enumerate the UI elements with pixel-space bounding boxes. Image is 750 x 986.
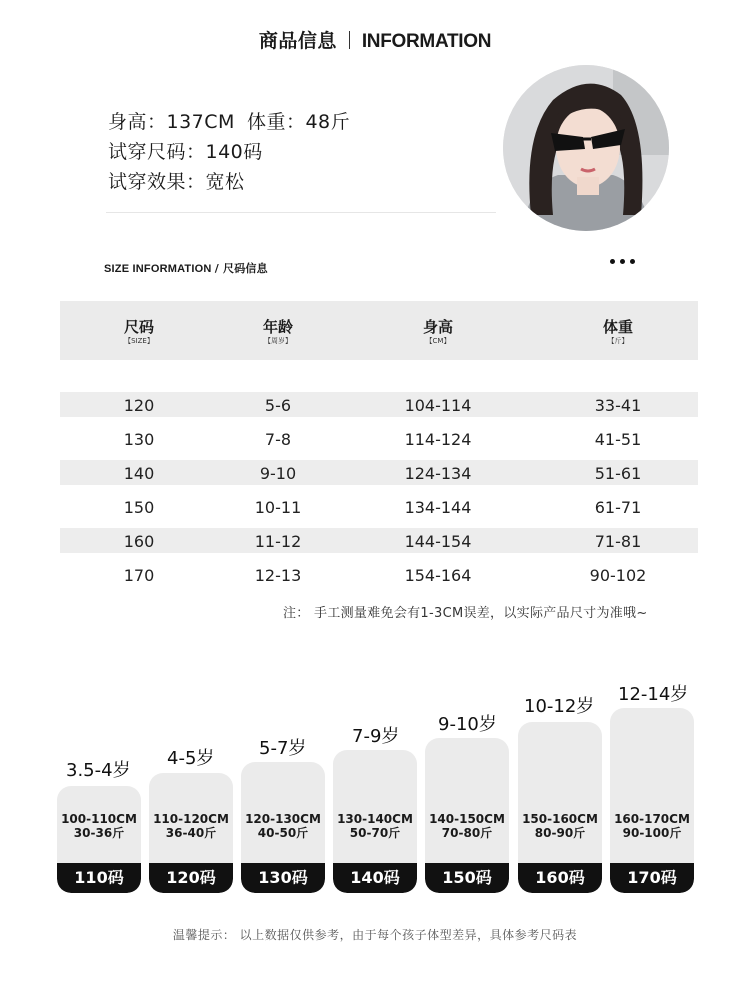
model-fit: 试穿效果：宽松 [108,171,245,193]
card-height: 120-130CM [245,812,321,826]
card-weight: 36-40斤 [165,826,217,840]
card-box [149,773,233,893]
cell-size: 120 [123,396,155,415]
cell-weight: 61-71 [594,498,642,517]
card-height: 130-140CM [337,812,413,826]
th-weight-unit: 【斤】 [607,337,629,345]
cell-weight: 51-61 [594,464,642,483]
cell-weight: 33-41 [594,396,642,415]
card-weight: 70-80斤 [441,826,493,840]
card-code: 110码 [57,863,141,893]
th-size-label: 尺码 [123,318,154,336]
model-weight: 体重：48斤 [246,111,351,133]
card-code: 150码 [425,863,509,893]
card-height: 110-120CM [153,812,229,826]
card-height: 160-170CM [614,812,690,826]
cell-height: 124-134 [404,464,472,483]
cell-height: 134-144 [404,498,472,517]
size-title-zh: / 尺码信息 [214,262,268,275]
card-box [333,750,417,893]
cell-height: 104-114 [404,396,472,415]
th-age-label: 年龄 [262,318,293,336]
cell-height: 154-164 [404,566,472,585]
card-box [518,722,602,893]
card-weight: 90-100斤 [622,826,682,840]
cell-weight: 71-81 [594,532,642,551]
card-box [241,762,325,893]
header-title-en: INFORMATION [361,31,492,52]
th-height-unit: 【CM】 [425,337,451,345]
card-age: 9-10岁 [438,714,497,735]
header-title-zh: 商品信息 [258,30,337,52]
cell-size: 150 [123,498,155,517]
card-height: 140-150CM [429,812,505,826]
card-weight: 40-50斤 [257,826,309,840]
cell-size: 130 [123,430,155,449]
th-height-label: 身高 [422,318,453,336]
cell-weight: 90-102 [589,566,647,585]
card-age: 5-7岁 [259,738,307,759]
size-title-en: SIZE INFORMATION [104,263,212,275]
card-box [425,738,509,893]
cell-weight: 41-51 [594,430,642,449]
card-box [57,786,141,893]
footer-tip: 温馨提示： 以上数据仅供参考，由于每个孩子体型差异，具体参考尺码表 [172,928,578,942]
cell-age: 11-12 [254,532,302,551]
cell-age: 9-10 [259,464,297,483]
cell-age: 12-13 [254,566,302,585]
card-code: 160码 [518,863,602,893]
card-code: 130码 [241,863,325,893]
card-code: 120码 [149,863,233,893]
card-weight: 80-90斤 [534,826,586,840]
measurement-note: 注： 手工测量难免会有1-3CM误差，以实际产品尺寸为准哦~ [283,606,648,621]
card-weight: 30-36斤 [73,826,125,840]
card-age: 3.5-4岁 [66,760,131,781]
card-box [610,708,694,893]
card-code: 140码 [333,863,417,893]
card-age: 7-9岁 [352,726,400,747]
cell-size: 160 [123,532,155,551]
card-weight: 50-70斤 [349,826,401,840]
model-height: 身高：137CM [108,111,235,133]
cell-age: 5-6 [264,396,292,415]
th-weight-label: 体重 [602,318,633,336]
card-age: 10-12岁 [524,696,595,717]
th-age-unit: 【周岁】 [264,337,292,345]
card-age: 4-5岁 [167,748,215,769]
cell-age: 7-8 [264,430,292,449]
cell-height: 144-154 [404,532,472,551]
card-age: 12-14岁 [618,684,689,705]
card-code: 170码 [610,863,694,893]
cell-size: 170 [123,566,155,585]
card-height: 150-160CM [522,812,598,826]
th-size-unit: 【SIZE】 [124,337,154,345]
cell-height: 114-124 [404,430,472,449]
model-size: 试穿尺码：140码 [108,141,263,163]
cell-age: 10-11 [254,498,302,517]
card-height: 100-110CM [61,812,137,826]
cell-size: 140 [123,464,155,483]
